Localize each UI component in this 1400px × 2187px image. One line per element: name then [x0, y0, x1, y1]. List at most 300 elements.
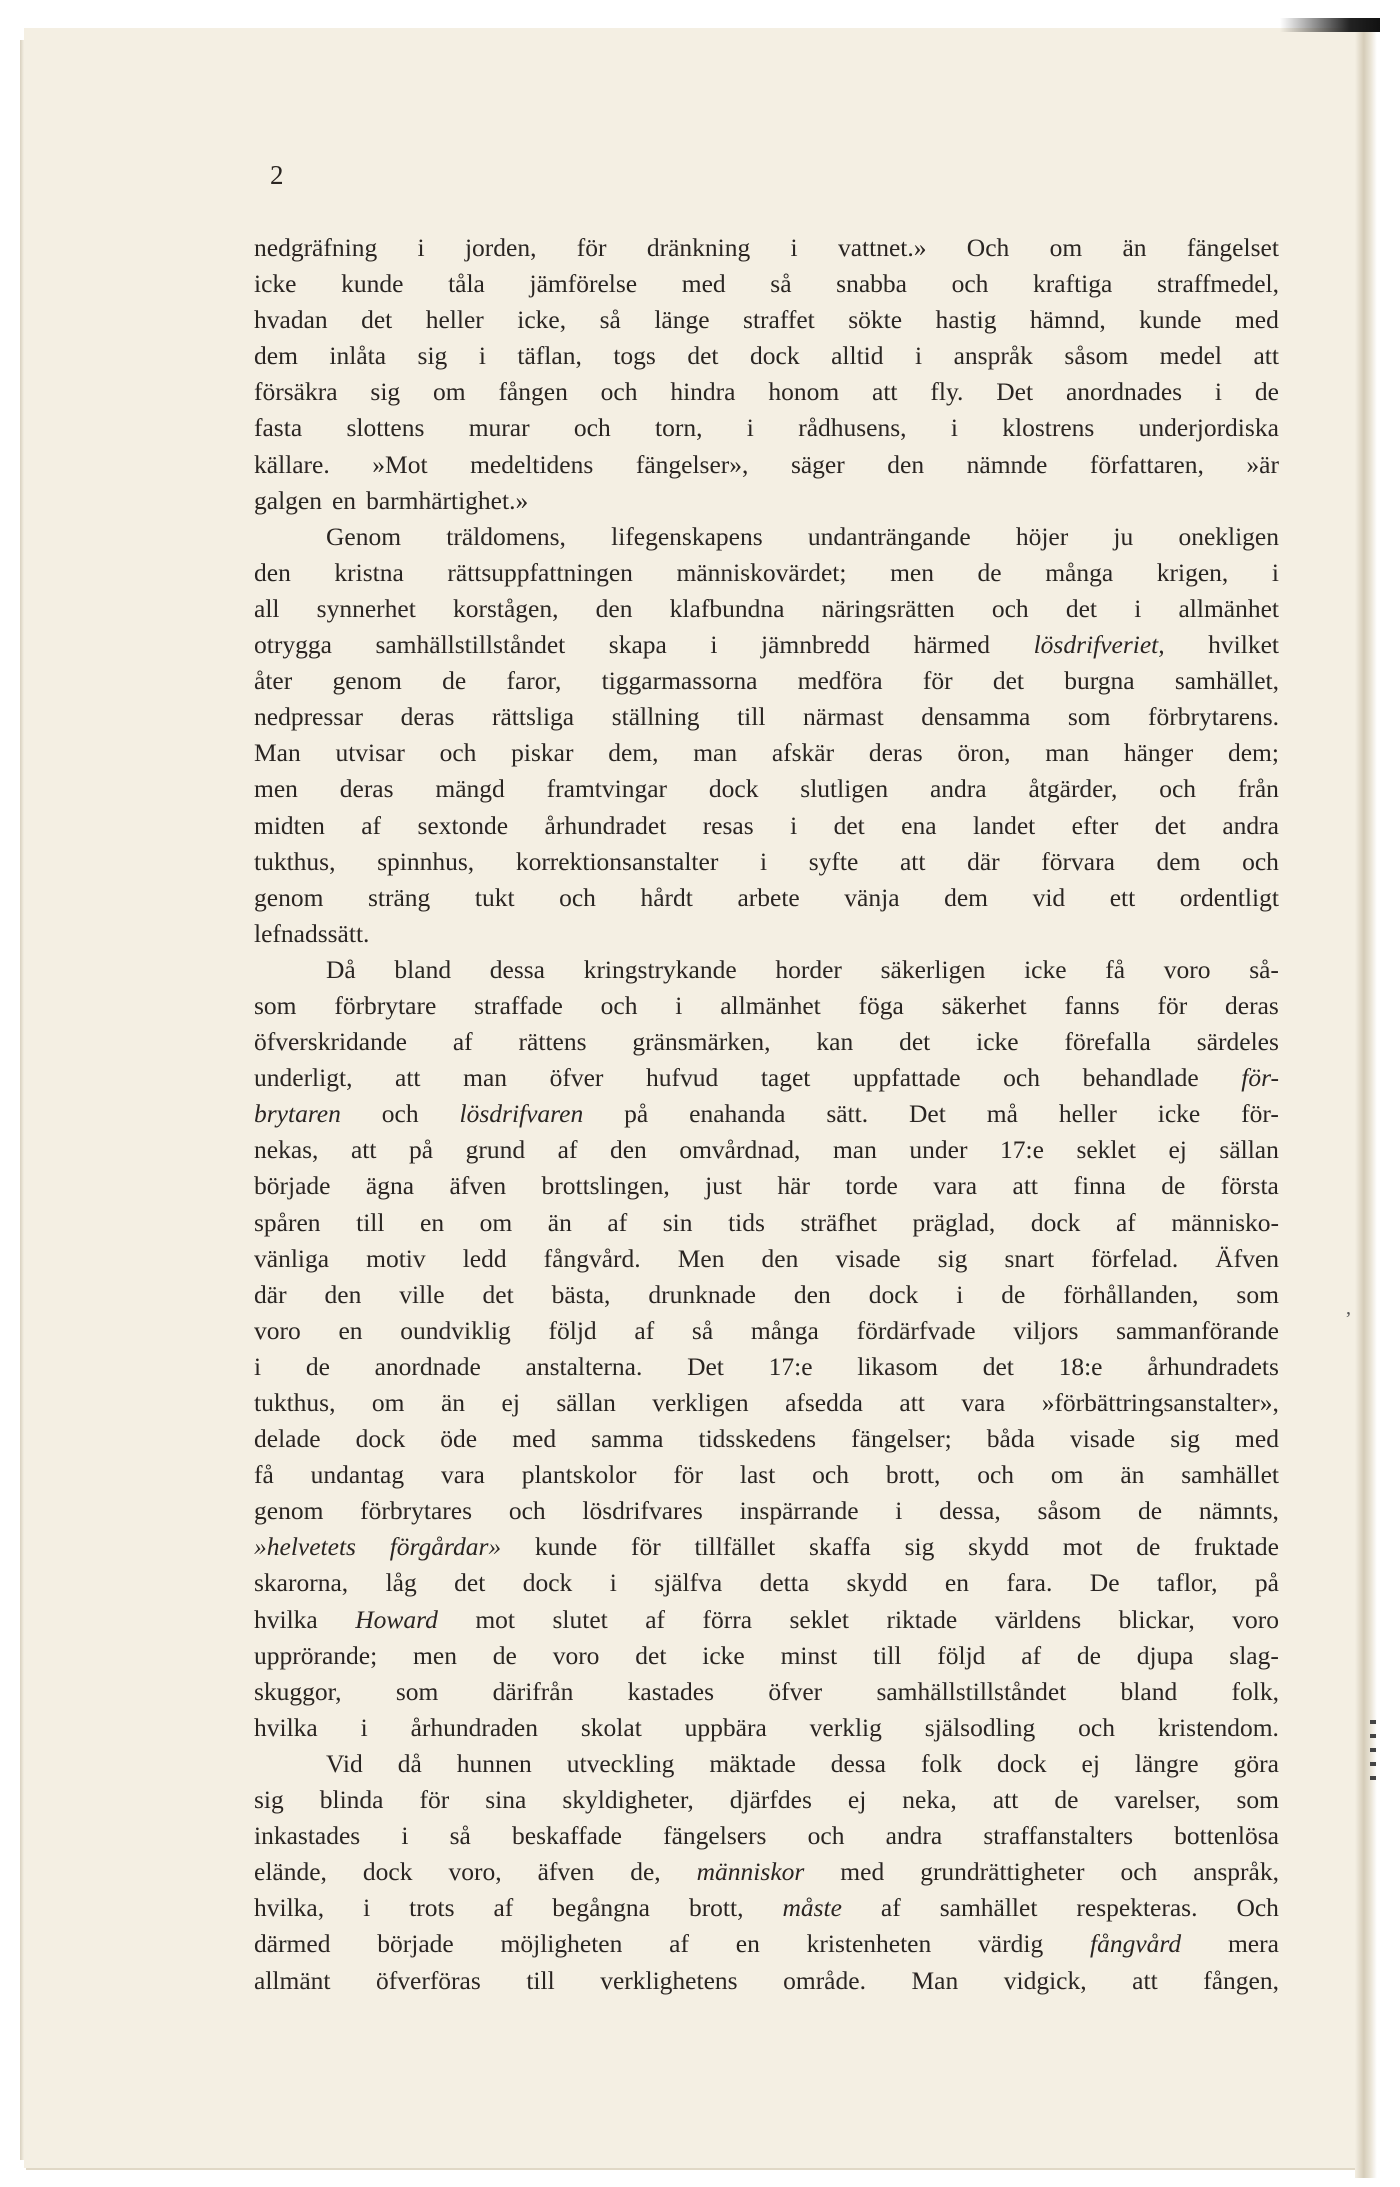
word: fängelser»,	[635, 449, 749, 479]
word: tiggarmassorna	[601, 666, 758, 696]
word: fången,	[1203, 1965, 1279, 1995]
word: spinnhus,	[377, 846, 475, 876]
word: andra	[885, 1821, 943, 1851]
word: tids	[728, 1207, 765, 1237]
word: att	[395, 1063, 421, 1093]
word: straffade	[474, 990, 563, 1020]
word: afskär	[771, 738, 835, 768]
right-page-edge	[1355, 18, 1377, 2178]
word: fly.	[930, 377, 964, 407]
word: den	[609, 1135, 647, 1165]
word: barmhärtighet.»	[366, 485, 529, 515]
word: säkerligen	[880, 954, 986, 984]
word: varelser,	[1114, 1785, 1201, 1815]
word: för	[1157, 990, 1188, 1020]
word: hårdt	[640, 882, 693, 912]
word: fasta	[254, 413, 303, 443]
word: i	[609, 1568, 617, 1598]
text-line	[254, 1818, 1279, 1854]
word: dem	[254, 341, 298, 371]
word: ej	[501, 1388, 520, 1417]
word: som	[1236, 1279, 1279, 1309]
word: straffmedel,	[1156, 269, 1279, 299]
word: de	[1136, 1532, 1161, 1562]
word: dem;	[1227, 738, 1279, 768]
word: öde	[440, 1424, 478, 1454]
word: begångna	[552, 1893, 650, 1923]
word: dem,	[608, 738, 659, 768]
word: med	[681, 269, 726, 299]
word: gränsmärken,	[632, 1027, 771, 1057]
word: galgen	[254, 485, 322, 515]
word: författaren,	[1089, 449, 1204, 479]
word: landet	[972, 810, 1036, 840]
word: fångvård.	[543, 1243, 641, 1273]
word: vara	[961, 1388, 1006, 1417]
word: deras	[400, 702, 455, 732]
word: dessa	[489, 954, 545, 984]
word: än	[440, 1388, 466, 1417]
word: all	[254, 593, 280, 623]
word: fången	[498, 377, 568, 407]
word: för-	[1241, 1099, 1279, 1129]
word: i	[401, 1821, 409, 1851]
word: omvårdnad,	[679, 1135, 801, 1165]
word: sin	[662, 1207, 693, 1237]
word: hindra	[670, 377, 736, 407]
word: med	[1234, 305, 1279, 335]
text-line	[254, 302, 1279, 338]
word: men	[254, 774, 298, 804]
word: underjordiska	[1138, 413, 1279, 443]
word: och	[1078, 1712, 1115, 1742]
word: allmänt	[254, 1965, 331, 1995]
word: näringsrätten	[821, 593, 955, 623]
word: århundraden	[410, 1712, 539, 1742]
word: att	[1132, 1965, 1158, 1995]
text-line	[254, 1313, 1279, 1349]
word: många	[750, 1315, 819, 1345]
word: de	[442, 666, 467, 696]
word: och	[573, 413, 611, 443]
word: till	[526, 1965, 555, 1995]
word: dock	[750, 341, 800, 371]
word: sextonde	[417, 810, 509, 840]
word: slottens	[346, 413, 425, 443]
word: och	[1120, 1857, 1158, 1887]
word: de	[492, 1640, 517, 1670]
word: sammanförande	[1116, 1315, 1279, 1345]
word: blickar,	[1118, 1604, 1195, 1634]
word: allmänhet	[720, 990, 821, 1020]
word: och	[1159, 774, 1197, 804]
text-line	[254, 880, 1279, 916]
word: om	[371, 1388, 405, 1417]
word: onekligen	[1178, 521, 1279, 551]
word: människo-	[1171, 1207, 1279, 1237]
word: det	[635, 1640, 667, 1670]
word: på	[409, 1135, 434, 1165]
text-line	[254, 1241, 1279, 1277]
word: ett	[1109, 882, 1136, 912]
word: vara	[933, 1171, 978, 1201]
text-line	[254, 844, 1279, 880]
word: snart	[1004, 1243, 1055, 1273]
text-line	[254, 1493, 1279, 1529]
word: i	[675, 990, 683, 1020]
word: burgna	[1064, 666, 1135, 696]
word: länge	[654, 305, 710, 335]
word: första	[1220, 1171, 1279, 1201]
word: höjer	[1015, 521, 1069, 551]
word: åtgärder,	[1028, 774, 1118, 804]
word: källare.	[254, 449, 330, 479]
word: från	[1237, 774, 1279, 804]
text-line	[254, 338, 1279, 374]
word: tidsskedens	[698, 1424, 817, 1454]
word: af	[1021, 1640, 1042, 1670]
word: detta	[759, 1568, 810, 1598]
word: fångvård	[1090, 1929, 1182, 1959]
word: där	[967, 846, 1000, 876]
word: om	[433, 377, 466, 407]
word: trots	[409, 1893, 455, 1923]
word: rättsuppfattningen	[447, 557, 633, 587]
word: att	[899, 846, 926, 876]
word: kunde	[1139, 305, 1202, 335]
word: seklet	[789, 1604, 849, 1634]
word: samhällstillståndet	[876, 1676, 1067, 1706]
word: människovärdet;	[676, 557, 847, 587]
scan-corner-shadow	[1280, 18, 1380, 32]
word: om	[1049, 233, 1083, 262]
word: de	[1161, 1171, 1186, 1201]
word: präglad,	[912, 1207, 996, 1237]
word: inkastades	[254, 1821, 361, 1851]
word: vara	[440, 1460, 485, 1490]
word: hvilka	[254, 1604, 318, 1634]
word: riktade	[886, 1604, 958, 1634]
word: sig	[937, 1243, 968, 1273]
word: hänger	[1123, 738, 1194, 768]
word: folk,	[1231, 1676, 1279, 1706]
word: som	[1067, 702, 1111, 732]
word: underligt,	[254, 1063, 353, 1093]
word: blinda	[319, 1785, 384, 1815]
word: vid	[1032, 882, 1066, 912]
word: korstågen,	[452, 593, 559, 623]
word: och	[1003, 1063, 1040, 1093]
word: kraftiga	[1033, 269, 1113, 299]
word: man	[463, 1063, 508, 1093]
word: uppbära	[684, 1712, 767, 1742]
word: mot	[1062, 1532, 1103, 1562]
word: så	[449, 1821, 471, 1851]
word: Det	[996, 377, 1034, 407]
word: medeltidens	[470, 449, 594, 479]
word: bottenlösa	[1174, 1821, 1279, 1851]
word: i	[710, 630, 718, 660]
word: slutet	[552, 1604, 608, 1634]
word: i	[759, 846, 768, 876]
text-line	[254, 519, 1279, 555]
word: följd	[548, 1315, 597, 1345]
word: beskaffade	[512, 1821, 622, 1851]
word: ej	[847, 1785, 867, 1815]
word: last	[739, 1460, 776, 1490]
word: det	[899, 1027, 931, 1057]
word: de	[1054, 1785, 1079, 1815]
word: ledd	[462, 1243, 507, 1273]
word: motiv	[366, 1243, 426, 1273]
word: ägna	[365, 1171, 415, 1201]
word: inlåta	[329, 341, 387, 371]
word: öron,	[957, 738, 1011, 768]
word: torn,	[655, 413, 703, 443]
word: af	[880, 1893, 901, 1923]
word: rådhusens,	[798, 413, 907, 443]
word: i	[790, 810, 798, 840]
word: Men	[677, 1243, 725, 1273]
text-line	[254, 1024, 1279, 1060]
text-line	[254, 771, 1279, 807]
word: horder	[775, 954, 842, 984]
word: ej	[1081, 1748, 1100, 1778]
text-line	[254, 230, 1279, 266]
word: på	[1254, 1568, 1279, 1598]
word: hunnen	[456, 1748, 532, 1778]
word: det	[687, 341, 719, 371]
word: och	[991, 593, 1029, 623]
word: man	[1045, 738, 1090, 768]
word: världens	[994, 1604, 1082, 1634]
word: bland	[1120, 1676, 1178, 1706]
word: nämnts,	[1198, 1496, 1279, 1526]
word: den	[324, 1279, 362, 1309]
word: dessa,	[939, 1496, 1001, 1526]
text-line	[254, 555, 1279, 591]
page-number: 2	[270, 160, 285, 190]
word: »är	[1246, 449, 1279, 479]
word: sällan	[556, 1388, 616, 1417]
word: än	[1120, 1460, 1145, 1490]
word: ena	[901, 810, 937, 840]
word: brott,	[688, 1893, 744, 1923]
word: träldomens,	[446, 521, 566, 551]
word: skolat	[580, 1712, 642, 1742]
word: drunknade	[648, 1279, 756, 1309]
word: icke	[702, 1640, 745, 1670]
text-line	[254, 266, 1279, 302]
word: 17:e	[768, 1351, 813, 1381]
word: otrygga	[254, 630, 332, 660]
word: ej	[1168, 1135, 1187, 1165]
word: att	[1253, 341, 1279, 371]
word: förvara	[1041, 846, 1115, 876]
word: säkerhet	[941, 990, 1027, 1020]
word: och	[1242, 846, 1279, 876]
word: resas	[702, 810, 754, 840]
word: om	[1050, 1460, 1084, 1490]
word: piskar	[511, 738, 574, 768]
word: sällan	[1219, 1135, 1279, 1165]
word: äfven	[537, 1857, 595, 1887]
word: rättens	[518, 1027, 587, 1057]
word: kristenheten	[806, 1929, 932, 1959]
word: mera	[1227, 1929, 1279, 1959]
word: af	[607, 1207, 628, 1237]
word: torde	[845, 1171, 898, 1201]
word: värdig	[978, 1929, 1044, 1959]
word: en	[735, 1929, 760, 1959]
text-line	[254, 1457, 1279, 1493]
word: så	[770, 269, 792, 299]
word: mot	[475, 1604, 516, 1634]
word: visade	[1069, 1424, 1136, 1454]
word: af	[669, 1929, 689, 1959]
word: kan	[816, 1027, 854, 1057]
word: anordnades	[1065, 377, 1183, 407]
word: »Mot	[372, 449, 428, 479]
word: det	[982, 1351, 1014, 1381]
word: det	[833, 810, 865, 840]
word: människor	[696, 1857, 805, 1887]
word: nämnde	[966, 449, 1048, 479]
word: låg	[385, 1568, 417, 1598]
word: än	[547, 1207, 572, 1237]
word: den	[761, 1243, 799, 1273]
word: voro	[254, 1315, 301, 1345]
word: sig	[1170, 1424, 1200, 1454]
word: en	[420, 1207, 445, 1237]
word: men	[890, 557, 934, 587]
text-line	[254, 627, 1279, 663]
word: följd	[937, 1640, 986, 1670]
word: voro,	[448, 1857, 502, 1887]
word: kringstrykande	[583, 954, 737, 984]
word: undanträngande	[807, 521, 971, 551]
word: att	[1012, 1171, 1039, 1201]
word: verklighetens	[600, 1965, 738, 1995]
word: den	[887, 449, 925, 479]
word: jämnbredd	[761, 630, 871, 660]
word: i	[790, 233, 798, 262]
word: djupa	[1136, 1640, 1194, 1670]
text-line	[254, 410, 1279, 446]
word: »helvetets	[254, 1532, 356, 1562]
word: till	[356, 1207, 385, 1237]
word: hvilka,	[254, 1893, 325, 1923]
word: af	[557, 1135, 578, 1165]
word: delade	[254, 1424, 321, 1454]
word: icke	[1024, 954, 1067, 984]
word: hvadan	[254, 305, 328, 335]
word: korrektionsanstalter	[515, 846, 719, 876]
word: dock	[522, 1568, 573, 1598]
word: elände,	[254, 1857, 327, 1887]
word: århundradets	[1147, 1351, 1279, 1381]
word: med	[512, 1424, 557, 1454]
word: De	[1089, 1568, 1120, 1598]
word: sträfhet	[800, 1207, 877, 1237]
word: brott,	[885, 1460, 941, 1490]
word: förefalla	[1064, 1027, 1151, 1057]
word: förgårdar»	[389, 1532, 502, 1562]
word: det	[482, 1279, 514, 1309]
word: fanns	[1064, 990, 1120, 1020]
word: ordentligt	[1179, 882, 1279, 912]
word: tukthus,	[254, 1388, 336, 1417]
word: grundrättigheter	[920, 1857, 1085, 1887]
word: »förbättringsanstalter»,	[1041, 1388, 1279, 1417]
word: jämförelse	[529, 269, 638, 299]
text-line	[254, 447, 1279, 483]
word: neka,	[902, 1785, 957, 1815]
word: det	[1065, 593, 1098, 623]
word: började	[254, 1171, 331, 1201]
word: där	[254, 1279, 287, 1309]
text-line	[254, 663, 1279, 699]
word: öfver	[549, 1063, 604, 1093]
word: med	[1235, 1424, 1279, 1454]
word: de	[977, 557, 1002, 587]
word: möjligheten	[500, 1929, 623, 1959]
word: sig	[417, 341, 448, 371]
word: taget	[760, 1063, 811, 1093]
word: de	[1138, 1496, 1163, 1526]
word: deras	[1225, 990, 1279, 1020]
word: såsom	[1064, 341, 1129, 371]
word: säger	[790, 449, 845, 479]
text-line	[254, 1854, 1279, 1890]
word: voro	[1232, 1604, 1279, 1634]
word: af	[645, 1604, 666, 1634]
word: den	[254, 557, 291, 587]
word: för	[576, 233, 607, 262]
word: af	[1115, 1207, 1136, 1237]
word: det	[1154, 810, 1186, 840]
word: ställning	[611, 702, 700, 732]
word: förbrytare	[334, 990, 437, 1020]
word: om	[479, 1207, 513, 1237]
word: mäktade	[709, 1748, 796, 1778]
word: och	[600, 990, 638, 1020]
word: af	[493, 1893, 514, 1923]
word: i	[254, 1351, 262, 1381]
word: straffet	[743, 305, 815, 335]
word: genom	[332, 666, 402, 696]
word: den	[595, 593, 633, 623]
word: förbrytares	[360, 1496, 473, 1526]
word: 18:e	[1058, 1351, 1103, 1381]
word: skydd	[846, 1568, 908, 1598]
word: kunde	[341, 269, 404, 299]
word: Och	[1236, 1893, 1279, 1923]
word: föga	[858, 990, 904, 1020]
word: sträng	[367, 882, 431, 912]
word: lifegenskapens	[611, 521, 763, 551]
word: själfva	[654, 1568, 723, 1598]
word: andra	[1222, 810, 1279, 840]
word: afsedda	[785, 1388, 863, 1417]
word: som	[254, 990, 297, 1020]
word: dem	[1156, 846, 1201, 876]
text-line	[254, 699, 1279, 735]
text-line	[254, 1890, 1279, 1926]
word: många	[1045, 557, 1114, 587]
word: dessa	[830, 1748, 886, 1778]
word: verkligen	[652, 1388, 749, 1417]
